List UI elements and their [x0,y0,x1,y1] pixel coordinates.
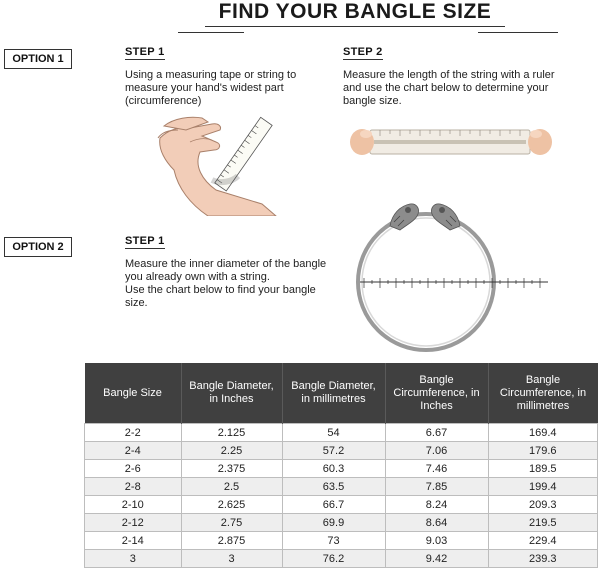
option-2-label: OPTION 2 [4,237,72,257]
table-cell: 229.4 [488,532,598,550]
table-cell: 179.6 [488,442,598,460]
bangle-ruler-icon [352,194,552,354]
table-cell: 8.24 [385,496,488,514]
column-header: Bangle Size [85,363,182,424]
title-rule-right [478,32,558,33]
table-cell: 2.125 [181,424,282,442]
table-cell: 199.4 [488,478,598,496]
table-cell: 9.42 [385,550,488,568]
table-cell: 7.85 [385,478,488,496]
table-cell: 189.5 [488,460,598,478]
option-1-step-2-heading: STEP 2 [343,46,383,58]
column-header: Bangle Circumference, in Inches [385,363,488,424]
table-cell: 2.75 [181,514,282,532]
option-1-step-1-heading: STEP 1 [125,46,165,58]
title-rule-left [178,32,244,33]
table-cell: 2.875 [181,532,282,550]
table-cell: 2-8 [85,478,182,496]
table-cell: 209.3 [488,496,598,514]
column-header: Bangle Circumference, in millimetres [488,363,598,424]
table-cell: 2.25 [181,442,282,460]
bangle-size-table [84,363,598,568]
table-cell: 2-12 [85,514,182,532]
table-row [85,460,598,478]
table-cell: 239.3 [488,550,598,568]
table-cell: 7.06 [385,442,488,460]
table-cell: 169.4 [488,424,598,442]
table-cell: 2.625 [181,496,282,514]
hand-measuring-icon [150,108,280,216]
table-cell: 7.46 [385,460,488,478]
option-1-step-2-text [343,69,555,108]
page-header [0,0,600,34]
table-row [85,442,598,460]
text-line: size. [125,297,148,309]
string-ruler-icon [350,122,552,162]
table-cell: 63.5 [282,478,385,496]
table-cell: 57.2 [282,442,385,460]
option-1-step-1-text [125,69,296,108]
table-cell: 73 [282,532,385,550]
table-cell: 69.9 [282,514,385,532]
option-2-step-1-heading: STEP 1 [125,235,165,247]
text-line: Using a measuring tape or string to [125,69,297,81]
option-1-label: OPTION 1 [4,49,72,69]
text-line: you already own with a string. [125,271,270,283]
table-cell: 3 [181,550,282,568]
text-line: bangle size. [343,95,402,107]
column-header: Bangle Diameter, in Inches [181,363,282,424]
table-cell: 2.375 [181,460,282,478]
table-row [85,424,598,442]
table-row [85,514,598,532]
text-line: (circumference) [125,95,202,107]
table-cell: 3 [85,550,182,568]
table-row [85,532,598,550]
table-cell: 76.2 [282,550,385,568]
option-2-step-1-text [125,258,326,310]
table-cell: 219.5 [488,514,598,532]
table-cell: 54 [282,424,385,442]
table-row [85,478,598,496]
table-cell: 9.03 [385,532,488,550]
text-line: Measure the length of the string with a ruler [343,69,555,81]
text-line: Measure the inner diameter of the bangle [125,258,327,270]
table-cell: 60.3 [282,460,385,478]
table-row [85,496,598,514]
table-cell: 6.67 [385,424,488,442]
text-line: and use the chart below to determine your [343,82,549,94]
table-cell: 2-14 [85,532,182,550]
table-cell: 2-6 [85,460,182,478]
table-cell: 2.5 [181,478,282,496]
table-cell: 2-2 [85,424,182,442]
table-header-row [85,363,598,424]
text-line: measure your hand's widest part [125,82,284,94]
page-title: FIND YOUR BANGLE SIZE [218,0,492,23]
table-cell: 66.7 [282,496,385,514]
table-row [85,550,598,568]
column-header: Bangle Diameter, in millimetres [282,363,385,424]
text-line: Use the chart below to find your bangle [125,284,316,296]
table-cell: 2-4 [85,442,182,460]
table-cell: 2-10 [85,496,182,514]
table-cell: 8.64 [385,514,488,532]
title-underline [205,26,505,27]
